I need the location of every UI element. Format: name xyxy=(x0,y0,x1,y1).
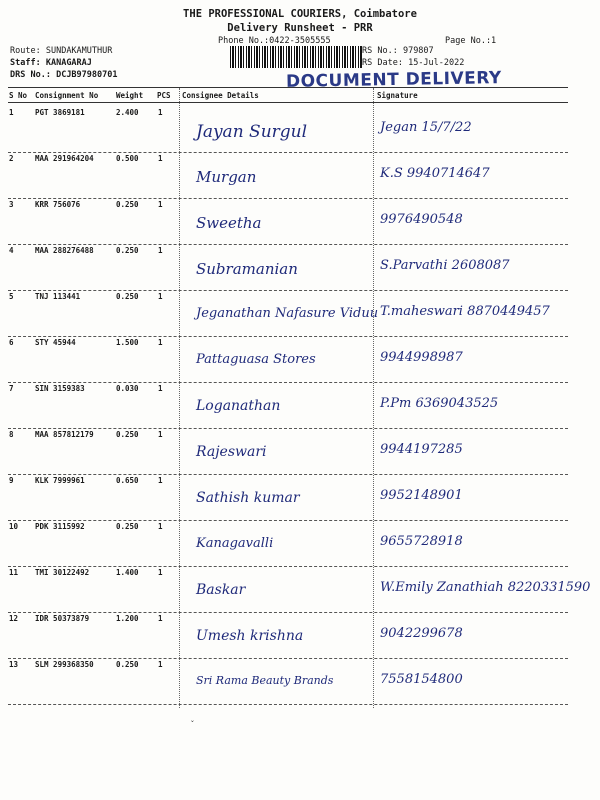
col-consignee: Consignee Details xyxy=(182,91,259,100)
row-divider xyxy=(8,704,568,705)
row-sno: 8 xyxy=(9,430,14,439)
row-pcs: 1 xyxy=(158,476,163,485)
consignee-handwriting: Rajeswari xyxy=(196,444,267,460)
row-weight: 0.250 xyxy=(116,522,139,531)
row-sno: 9 xyxy=(9,476,14,485)
row-divider xyxy=(8,152,568,153)
row-weight: 0.650 xyxy=(116,476,139,485)
phone-number: Phone No.:0422-3505555 xyxy=(218,36,331,46)
row-consignment-no: KRR 756076 xyxy=(35,200,81,209)
row-consignment-no: TMI 30122492 xyxy=(35,568,90,577)
row-pcs: 1 xyxy=(158,568,163,577)
consignee-handwriting: Sathish kumar xyxy=(196,490,300,506)
row-sno: 12 xyxy=(9,614,19,623)
drs-value: DCJB97980701 xyxy=(56,70,118,80)
row-weight: 0.250 xyxy=(116,292,139,301)
row-weight: 2.400 xyxy=(116,108,139,117)
table-row xyxy=(0,568,600,614)
row-sno: 10 xyxy=(9,522,19,531)
row-pcs: 1 xyxy=(158,108,163,117)
row-pcs: 1 xyxy=(158,430,163,439)
row-divider xyxy=(8,612,568,613)
row-consignment-no: IDR 50373879 xyxy=(35,614,90,623)
document-delivery-stamp: DOCUMENT DELIVERY xyxy=(285,68,502,92)
table-row xyxy=(0,292,600,338)
table-row xyxy=(0,154,600,200)
row-consignment-no: STY 45944 xyxy=(35,338,76,347)
signature-handwriting: 9976490548 xyxy=(380,212,463,227)
row-pcs: 1 xyxy=(158,200,163,209)
consignee-handwriting: Pattaguasa Stores xyxy=(196,352,316,367)
table-row xyxy=(0,338,600,384)
consignee-handwriting: Loganathan xyxy=(196,398,281,414)
signature-handwriting: 7558154800 xyxy=(380,672,463,687)
table-row xyxy=(0,246,600,292)
row-divider xyxy=(8,198,568,199)
page-number: Page No.:1 xyxy=(445,36,497,46)
row-sno: 4 xyxy=(9,246,14,255)
row-weight: 0.250 xyxy=(116,246,139,255)
col-sno: S No xyxy=(9,91,28,100)
table-row xyxy=(0,200,600,246)
signature-handwriting: 9944197285 xyxy=(380,442,463,457)
header-top-rule xyxy=(8,87,568,88)
row-pcs: 1 xyxy=(158,522,163,531)
rs-date-value: 15-Jul-2022 xyxy=(408,58,465,68)
signature-handwriting: P.Pm 6369043525 xyxy=(380,396,499,411)
row-pcs: 1 xyxy=(158,154,163,163)
col-consignment: Consignment No xyxy=(35,91,99,100)
row-pcs: 1 xyxy=(158,614,163,623)
row-divider xyxy=(8,566,568,567)
row-consignment-no: SLM 299368350 xyxy=(35,660,94,669)
row-sno: 13 xyxy=(9,660,19,669)
drs-line xyxy=(10,70,118,80)
consignee-handwriting: Umesh krishna xyxy=(196,628,304,644)
consignee-handwriting: Subramanian xyxy=(196,260,298,278)
row-pcs: 1 xyxy=(158,292,163,301)
table-row xyxy=(0,430,600,476)
row-pcs: 1 xyxy=(158,384,163,393)
row-pcs: 1 xyxy=(158,246,163,255)
row-weight: 0.250 xyxy=(116,430,139,439)
table-row xyxy=(0,384,600,430)
rs-no-label: RS No.: xyxy=(362,46,398,56)
table-row xyxy=(0,476,600,522)
route-value: SUNDAKAMUTHUR xyxy=(45,46,113,56)
row-consignment-no: PGT 3869181 xyxy=(35,108,85,117)
row-pcs: 1 xyxy=(158,338,163,347)
staff-value: KANAGARAJ xyxy=(45,58,92,68)
consignee-handwriting: Sri Rama Beauty Brands xyxy=(196,674,334,687)
signature-handwriting: S.Parvathi 2608087 xyxy=(380,258,510,273)
staff-label: Staff: xyxy=(10,58,41,68)
row-sno: 3 xyxy=(9,200,14,209)
signature-handwriting: Jegan 15/7/22 xyxy=(380,120,472,135)
row-pcs: 1 xyxy=(158,660,163,669)
row-consignment-no: MAA 857812179 xyxy=(35,430,94,439)
signature-handwriting: K.S 9940714647 xyxy=(380,166,490,181)
sheet-title: Delivery Runsheet - PRR xyxy=(227,22,373,34)
drs-label: DRS No.: xyxy=(10,70,51,80)
row-sno: 6 xyxy=(9,338,14,347)
col-signature: Signature xyxy=(377,91,418,100)
row-divider xyxy=(8,290,568,291)
stray-mark: ˇ xyxy=(190,720,195,729)
signature-handwriting: 9944998987 xyxy=(380,350,463,365)
consignee-handwriting: Sweetha xyxy=(196,214,262,232)
table-row xyxy=(0,614,600,660)
row-sno: 5 xyxy=(9,292,14,301)
consignee-handwriting: Kanagavalli xyxy=(196,536,274,551)
row-divider xyxy=(8,474,568,475)
rs-no-value: 979807 xyxy=(402,46,434,56)
row-weight: 0.500 xyxy=(116,154,139,163)
row-sno: 1 xyxy=(9,108,14,117)
signature-handwriting: 9655728918 xyxy=(380,534,463,549)
row-sno: 7 xyxy=(9,384,14,393)
table-row xyxy=(0,522,600,568)
signature-handwriting: 9042299678 xyxy=(380,626,463,641)
route-line xyxy=(10,46,112,56)
staff-line xyxy=(10,58,92,68)
row-consignment-no: MAA 291964204 xyxy=(35,154,94,163)
table-row xyxy=(0,108,600,154)
rs-no-line xyxy=(362,46,434,56)
col-pcs: PCS xyxy=(157,91,171,100)
row-weight: 0.250 xyxy=(116,660,139,669)
row-divider xyxy=(8,382,568,383)
row-weight: 0.030 xyxy=(116,384,139,393)
signature-handwriting: W.Emily Zanathiah 8220331590 xyxy=(380,580,591,595)
row-consignment-no: PDK 3115992 xyxy=(35,522,85,531)
row-consignment-no: KLK 7999961 xyxy=(35,476,85,485)
row-divider xyxy=(8,658,568,659)
row-divider xyxy=(8,244,568,245)
company-title: THE PROFESSIONAL COURIERS, Coimbatore xyxy=(183,8,417,20)
row-weight: 1.400 xyxy=(116,568,139,577)
row-weight: 0.250 xyxy=(116,200,139,209)
consignee-handwriting: Baskar xyxy=(196,582,246,598)
rs-date-label: RS Date: xyxy=(362,58,403,68)
barcode xyxy=(230,46,362,68)
row-consignment-no: MAA 288276488 xyxy=(35,246,94,255)
row-divider xyxy=(8,520,568,521)
row-sno: 2 xyxy=(9,154,14,163)
rs-date-line xyxy=(362,58,464,68)
row-weight: 1.500 xyxy=(116,338,139,347)
row-divider xyxy=(8,428,568,429)
signature-handwriting: 9952148901 xyxy=(380,488,463,503)
col-weight: Weight xyxy=(116,91,144,100)
row-weight: 1.200 xyxy=(116,614,139,623)
row-consignment-no: SIN 3159383 xyxy=(35,384,85,393)
consignee-handwriting: Murgan xyxy=(196,168,257,186)
row-divider xyxy=(8,336,568,337)
signature-handwriting: T.maheswari 8870449457 xyxy=(380,304,550,319)
route-label: Route: xyxy=(10,46,41,56)
table-row xyxy=(0,660,600,706)
header-bottom-rule xyxy=(8,102,568,103)
row-consignment-no: TNJ 113441 xyxy=(35,292,81,301)
consignee-handwriting: Jayan Surgul xyxy=(196,122,308,142)
consignee-handwriting: Jeganathan Nafasure Viduu xyxy=(196,306,379,321)
row-sno: 11 xyxy=(9,568,19,577)
